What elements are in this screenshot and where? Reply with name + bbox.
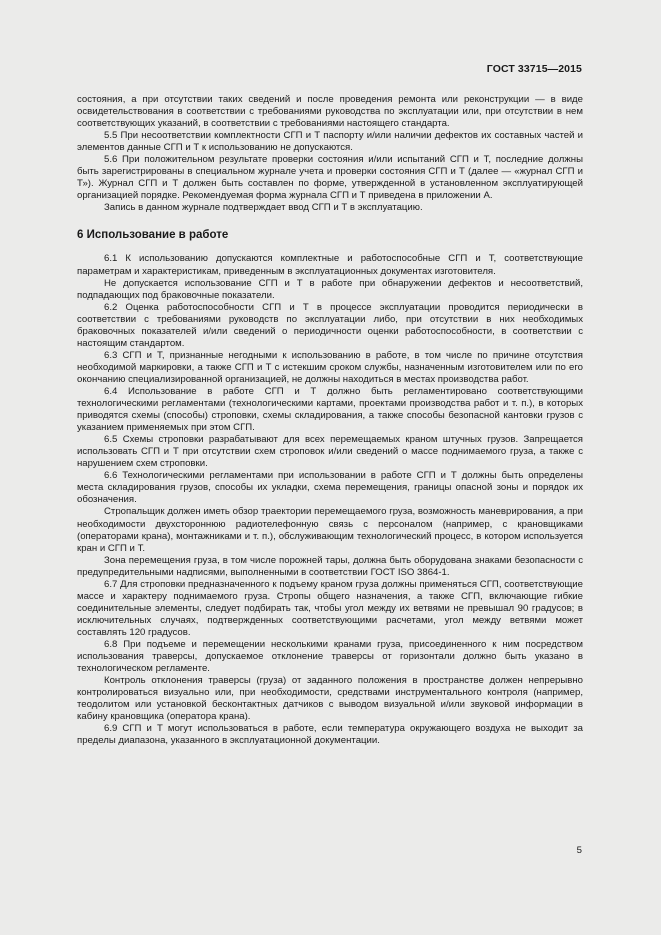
paragraph-6-5: 6.5 Схемы строповки разрабатывают для всех перемещаемых краном штучных грузов. Запрещается использовать СГП и Т при отсутствии схем строповок и/или сведений о массе поднимаемого груза, а также с нарушением схем строповки. xyxy=(77,434,583,470)
document-body xyxy=(77,94,583,747)
paragraph-6-2: 6.2 Оценка работоспособности СГП и Т в процессе эксплуатации проводится периодически в соответствии с требованиями руководств по эксплуатации либо, при отсутствии в них необходимых браковочных показателей и/или сведений о периодичности оценки работоспособности, в соответствии с настоящим стандартом. xyxy=(77,301,583,349)
paragraph-5-6: 5.6 При положительном результате проверки состояния и/или испытаний СГП и Т, последние должны быть зарегистрированы в специальном журнале учета и проверки состояния СГП и Т (далее — «журнал СГП и Т»). Журнал СГП и Т должен быть составлен по форме, утвержденной в установленном эксплуатирующей организацией порядке. Рекомендуемая форма журнала СГП и Т приведена в приложении А. xyxy=(77,154,583,202)
paragraph-6-1: 6.1 К использованию допускаются комплектные и работоспособные СГП и Т, соответствующие параметрам и характеристикам, приведенным в эксплуатационных документах изготовителя. xyxy=(77,253,583,277)
paragraph: Контроль отклонения траверсы (груза) от заданного положения в пространстве должен непрерывно контролироваться визуально или, при необходимости, средствами инструментального контроля (например, теодолитом или установкой бесконтактных датчиков с выводом визуальной и/или звуковой информации в кабину крановщика (оператора крана). xyxy=(77,675,583,723)
paragraph-6-3: 6.3 СГП и Т, признанные негодными к использованию в работе, в том числе по причине отсутствия необходимой маркировки, а также СГП и Т с истекшим сроком службы, назначенным изготовителем или по его окончанию специализированной организацией, не должны находиться в местах производства работ. xyxy=(77,349,583,385)
paragraph-6-7: 6.7 Для строповки предназначенного к подъему краном груза должны применяться СГП, соответствующие массе и характеру поднимаемого груза. Стропы общего назначения, а также СГП, включающие гибкие соединительные элементы, следует подбирать так, чтобы угол между их ветвями не превышал 90 градусов; в исключительных случаях, подтвержденных соответствующими расчетами, угол между ветвями может составлять 120 градусов. xyxy=(77,578,583,638)
paragraph-6-4: 6.4 Использование в работе СГП и Т должно быть регламентировано соответствующими технологическими регламентами (технологическими картами, проектами производства работ и т. п.), в которых приводятся схемы (способы) строповки, схемы складирования, а также способы безопасной кантовки грузов с указанием применяемых при этом СГП. xyxy=(77,385,583,434)
paragraph-6-6: 6.6 Технологическими регламентами при использовании в работе СГП и Т должны быть определены места складирования грузов, способы их укладки, схема перемещения, границы опасной зоны и порядок их обозначения. xyxy=(77,470,583,506)
paragraph-6-9: 6.9 СГП и Т могут использоваться в работе, если температура окружающего воздуха не выходит за пределы диапазона, указанного в эксплуатационной документации. xyxy=(77,723,583,747)
paragraph: Стропальщик должен иметь обзор траектории перемещаемого груза, возможность маневрирования, а при необходимости двухстороннюю радиотелефонную связь с персоналом (например, с крановщиками (операторами крана), монтажниками и т. п.), обслуживающим технологический процесс, в котором используется кран и СГП и Т. xyxy=(77,506,583,554)
paragraph-5-5: 5.5 При несоответствии комплектности СГП и Т паспорту и/или наличии дефектов их составных частей и элементов данные СГП и Т к использованию не допускаются. xyxy=(77,130,583,154)
paragraph: состояния, а при отсутствии таких сведений и после проведения ремонта или реконструкции — в виде освидетельствования в соответствии с требованиями руководства по эксплуатации или, при отсутствии в нем соответствующих указаний, в соответствии с требованиями настоящего стандарта. xyxy=(77,94,583,130)
document-code: ГОСТ 33715—2015 xyxy=(486,63,582,75)
section-title: 6 Использование в работе xyxy=(77,229,229,242)
page-number: 5 xyxy=(576,845,582,856)
paragraph: Не допускается использование СГП и Т в работе при обнаружении дефектов и несоответствий, подпадающих под браковочные показатели. xyxy=(77,277,583,301)
paragraph-6-8: 6.8 При подъеме и перемещении несколькими кранами груза, присоединенного к ним посредством использования траверсы, допускаемое отклонение траверсы от горизонтали должно быть указано в технологическом регламенте. xyxy=(77,638,583,675)
paragraph: Запись в данном журнале подтверждает ввод СГП и Т в эксплуатацию. xyxy=(104,202,423,214)
paragraph: Зона перемещения груза, в том числе порожней тары, должна быть оборудована знаками безопасности с предупредительными надписями, выполненными в соответствии ГОСТ ISO 3864-1. xyxy=(77,554,583,578)
